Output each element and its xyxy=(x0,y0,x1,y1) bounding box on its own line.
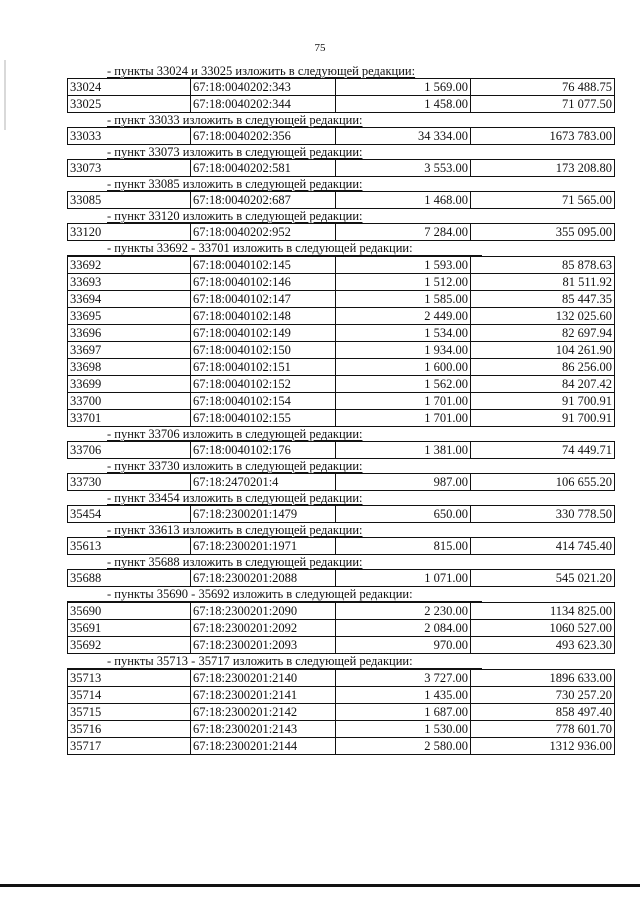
item-number-cell: 35716 xyxy=(68,721,191,738)
cost-value-cell: 71 077.50 xyxy=(471,96,615,113)
table-row xyxy=(68,687,615,704)
item-number-cell: 35690 xyxy=(68,603,191,620)
item-number-cell: 33073 xyxy=(68,160,191,177)
item-number-cell: 35692 xyxy=(68,637,191,654)
cost-value-cell: 778 601.70 xyxy=(471,721,615,738)
cadastral-number-cell: 67:18:2300201:2142 xyxy=(191,704,336,721)
cadastral-number-cell: 67:18:0040202:581 xyxy=(191,160,336,177)
cadastral-number-cell: 67:18:2300201:2088 xyxy=(191,570,336,587)
page-number: 75 xyxy=(314,42,326,54)
area-value-cell: 1 512.00 xyxy=(336,274,471,291)
cadastral-number-cell: 67:18:0040102:152 xyxy=(191,376,336,393)
area-value-cell: 1 530.00 xyxy=(336,721,471,738)
area-value-cell: 1 701.00 xyxy=(336,410,471,427)
item-number-cell: 35715 xyxy=(68,704,191,721)
cost-value-cell: 1312 936.00 xyxy=(471,738,615,755)
cadastral-number-cell: 67:18:0040102:146 xyxy=(191,274,336,291)
item-number-cell: 33698 xyxy=(68,359,191,376)
cadastral-number-cell: 67:18:0040102:145 xyxy=(191,257,336,274)
amendment-section xyxy=(67,587,615,654)
item-number-cell: 35713 xyxy=(68,670,191,687)
section-heading: - пункт 33706 изложить в следующей редакции: xyxy=(107,427,363,441)
amendment-table xyxy=(67,191,615,209)
cadastral-number-cell: 67:18:0040202:344 xyxy=(191,96,336,113)
cost-value-cell: 71 565.00 xyxy=(471,192,615,209)
cadastral-number-cell: 67:18:0040102:154 xyxy=(191,393,336,410)
amendment-table xyxy=(67,127,615,145)
area-value-cell: 1 687.00 xyxy=(336,704,471,721)
cost-value-cell: 82 697.94 xyxy=(471,325,615,342)
area-value-cell: 1 534.00 xyxy=(336,325,471,342)
area-value-cell: 1 701.00 xyxy=(336,393,471,410)
table-row xyxy=(68,308,615,325)
area-value-cell: 1 569.00 xyxy=(336,79,471,96)
section-heading: - пункт 33454 изложить в следующей редакции: xyxy=(107,491,363,505)
area-value-cell: 3 553.00 xyxy=(336,160,471,177)
cadastral-number-cell: 67:18:2300201:2140 xyxy=(191,670,336,687)
item-number-cell: 33033 xyxy=(68,128,191,145)
section-heading: - пункт 33033 изложить в следующей редакции: xyxy=(107,113,363,127)
cadastral-number-cell: 67:18:2300201:1971 xyxy=(191,538,336,555)
table-row xyxy=(68,637,615,654)
cost-value-cell: 132 025.60 xyxy=(471,308,615,325)
section-heading: - пункт 33073 изложить в следующей редакции: xyxy=(107,145,363,159)
area-value-cell: 1 934.00 xyxy=(336,342,471,359)
table-row xyxy=(68,704,615,721)
item-number-cell: 33120 xyxy=(68,224,191,241)
cadastral-number-cell: 67:18:2300201:2143 xyxy=(191,721,336,738)
item-number-cell: 33693 xyxy=(68,274,191,291)
area-value-cell: 1 562.00 xyxy=(336,376,471,393)
item-number-cell: 35691 xyxy=(68,620,191,637)
area-value-cell: 970.00 xyxy=(336,637,471,654)
table-row xyxy=(68,160,615,177)
cost-value-cell: 76 488.75 xyxy=(471,79,615,96)
item-number-cell: 33694 xyxy=(68,291,191,308)
cost-value-cell: 730 257.20 xyxy=(471,687,615,704)
area-value-cell: 1 435.00 xyxy=(336,687,471,704)
amendment-section xyxy=(67,209,615,241)
area-value-cell: 1 381.00 xyxy=(336,442,471,459)
area-value-cell: 7 284.00 xyxy=(336,224,471,241)
cost-value-cell: 81 511.92 xyxy=(471,274,615,291)
bottom-rule xyxy=(0,884,640,887)
cost-value-cell: 86 256.00 xyxy=(471,359,615,376)
cost-value-cell: 545 021.20 xyxy=(471,570,615,587)
table-row xyxy=(68,506,615,523)
cadastral-number-cell: 67:18:0040202:687 xyxy=(191,192,336,209)
cadastral-number-cell: 67:18:2470201:4 xyxy=(191,474,336,491)
amendment-table xyxy=(67,256,615,427)
area-value-cell: 2 230.00 xyxy=(336,603,471,620)
area-value-cell: 3 727.00 xyxy=(336,670,471,687)
table-row xyxy=(68,128,615,145)
amendment-table xyxy=(67,78,615,113)
amendment-table xyxy=(67,669,615,755)
table-row xyxy=(68,79,615,96)
item-number-cell: 33701 xyxy=(68,410,191,427)
table-row xyxy=(68,670,615,687)
table-row xyxy=(68,538,615,555)
table-row xyxy=(68,291,615,308)
table-row xyxy=(68,224,615,241)
cost-value-cell: 330 778.50 xyxy=(471,506,615,523)
cost-value-cell: 493 623.30 xyxy=(471,637,615,654)
item-number-cell: 33706 xyxy=(68,442,191,459)
amendment-section xyxy=(67,459,615,491)
table-row xyxy=(68,96,615,113)
area-value-cell: 1 600.00 xyxy=(336,359,471,376)
section-heading: - пункт 33120 изложить в следующей редакции: xyxy=(107,209,363,223)
item-number-cell: 33695 xyxy=(68,308,191,325)
cost-value-cell: 1673 783.00 xyxy=(471,128,615,145)
table-row xyxy=(68,721,615,738)
table-row xyxy=(68,620,615,637)
table-row xyxy=(68,738,615,755)
cost-value-cell: 104 261.90 xyxy=(471,342,615,359)
cadastral-number-cell: 67:18:0040102:155 xyxy=(191,410,336,427)
cost-value-cell: 355 095.00 xyxy=(471,224,615,241)
cost-value-cell: 414 745.40 xyxy=(471,538,615,555)
area-value-cell: 2 580.00 xyxy=(336,738,471,755)
cost-value-cell: 858 497.40 xyxy=(471,704,615,721)
cost-value-cell: 1896 633.00 xyxy=(471,670,615,687)
table-row xyxy=(68,603,615,620)
item-number-cell: 35454 xyxy=(68,506,191,523)
table-row xyxy=(68,257,615,274)
section-heading: - пункты 33024 и 33025 изложить в следующей редакции: xyxy=(107,64,416,78)
cadastral-number-cell: 67:18:0040102:147 xyxy=(191,291,336,308)
cadastral-number-cell: 67:18:2300201:2141 xyxy=(191,687,336,704)
area-value-cell: 2 084.00 xyxy=(336,620,471,637)
item-number-cell: 35688 xyxy=(68,570,191,587)
item-number-cell: 33025 xyxy=(68,96,191,113)
cost-value-cell: 85 878.63 xyxy=(471,257,615,274)
cadastral-number-cell: 67:18:0040102:148 xyxy=(191,308,336,325)
area-value-cell: 815.00 xyxy=(336,538,471,555)
cadastral-number-cell: 67:18:0040102:149 xyxy=(191,325,336,342)
item-number-cell: 33699 xyxy=(68,376,191,393)
amendment-section xyxy=(67,145,615,177)
amendment-section xyxy=(67,177,615,209)
amendment-table xyxy=(67,537,615,555)
cost-value-cell: 84 207.42 xyxy=(471,376,615,393)
amendment-section xyxy=(67,523,615,555)
cadastral-number-cell: 67:18:2300201:2090 xyxy=(191,603,336,620)
area-value-cell: 1 458.00 xyxy=(336,96,471,113)
section-heading: - пункт 33613 изложить в следующей редакции: xyxy=(107,523,363,537)
item-number-cell: 33697 xyxy=(68,342,191,359)
amendment-table xyxy=(67,569,615,587)
table-row xyxy=(68,393,615,410)
item-number-cell: 35717 xyxy=(68,738,191,755)
table-row xyxy=(68,325,615,342)
cadastral-number-cell: 67:18:0040102:150 xyxy=(191,342,336,359)
section-heading: - пункт 35688 изложить в следующей редакции: xyxy=(107,555,363,569)
table-row xyxy=(68,359,615,376)
area-value-cell: 1 585.00 xyxy=(336,291,471,308)
amendment-table xyxy=(67,159,615,177)
area-value-cell: 1 593.00 xyxy=(336,257,471,274)
item-number-cell: 33024 xyxy=(68,79,191,96)
area-value-cell: 1 071.00 xyxy=(336,570,471,587)
cadastral-number-cell: 67:18:0040102:176 xyxy=(191,442,336,459)
amendment-section xyxy=(67,427,615,459)
area-value-cell: 2 449.00 xyxy=(336,308,471,325)
table-row xyxy=(68,474,615,491)
item-number-cell: 33696 xyxy=(68,325,191,342)
cadastral-number-cell: 67:18:2300201:1479 xyxy=(191,506,336,523)
cadastral-number-cell: 67:18:2300201:2092 xyxy=(191,620,336,637)
cost-value-cell: 1060 527.00 xyxy=(471,620,615,637)
section-heading: - пункты 35713 - 35717 изложить в следующей редакции: xyxy=(67,654,482,669)
area-value-cell: 987.00 xyxy=(336,474,471,491)
table-row xyxy=(68,442,615,459)
cost-value-cell: 91 700.91 xyxy=(471,393,615,410)
item-number-cell: 33730 xyxy=(68,474,191,491)
item-number-cell: 35714 xyxy=(68,687,191,704)
cost-value-cell: 106 655.20 xyxy=(471,474,615,491)
amendments-list xyxy=(67,64,615,755)
cost-value-cell: 173 208.80 xyxy=(471,160,615,177)
area-value-cell: 34 334.00 xyxy=(336,128,471,145)
table-row xyxy=(68,570,615,587)
amendment-table xyxy=(67,223,615,241)
table-row xyxy=(68,192,615,209)
area-value-cell: 1 468.00 xyxy=(336,192,471,209)
cadastral-number-cell: 67:18:2300201:2093 xyxy=(191,637,336,654)
amendment-table xyxy=(67,473,615,491)
amendment-table xyxy=(67,441,615,459)
scan-margin-mark xyxy=(4,60,6,130)
cost-value-cell: 91 700.91 xyxy=(471,410,615,427)
cost-value-cell: 1134 825.00 xyxy=(471,603,615,620)
table-row xyxy=(68,342,615,359)
section-heading: - пункт 33085 изложить в следующей редакции: xyxy=(107,177,363,191)
cost-value-cell: 74 449.71 xyxy=(471,442,615,459)
amendment-section xyxy=(67,113,615,145)
cadastral-number-cell: 67:18:0040202:343 xyxy=(191,79,336,96)
cadastral-number-cell: 67:18:0040102:151 xyxy=(191,359,336,376)
section-heading: - пункт 33730 изложить в следующей редакции: xyxy=(107,459,363,473)
amendment-table xyxy=(67,602,615,654)
amendment-section xyxy=(67,654,615,755)
area-value-cell: 650.00 xyxy=(336,506,471,523)
amendment-table xyxy=(67,505,615,523)
section-heading: - пункты 33692 - 33701 изложить в следующей редакции: xyxy=(67,241,482,256)
item-number-cell: 35613 xyxy=(68,538,191,555)
table-row xyxy=(68,376,615,393)
cadastral-number-cell: 67:18:0040202:952 xyxy=(191,224,336,241)
amendment-section xyxy=(67,555,615,587)
amendment-section xyxy=(67,491,615,523)
item-number-cell: 33085 xyxy=(68,192,191,209)
amendment-section xyxy=(67,64,615,113)
cadastral-number-cell: 67:18:0040202:356 xyxy=(191,128,336,145)
table-row xyxy=(68,274,615,291)
amendment-section xyxy=(67,241,615,427)
cost-value-cell: 85 447.35 xyxy=(471,291,615,308)
section-heading: - пункты 35690 - 35692 изложить в следующей редакции: xyxy=(67,587,482,602)
item-number-cell: 33692 xyxy=(68,257,191,274)
item-number-cell: 33700 xyxy=(68,393,191,410)
cadastral-number-cell: 67:18:2300201:2144 xyxy=(191,738,336,755)
table-row xyxy=(68,410,615,427)
